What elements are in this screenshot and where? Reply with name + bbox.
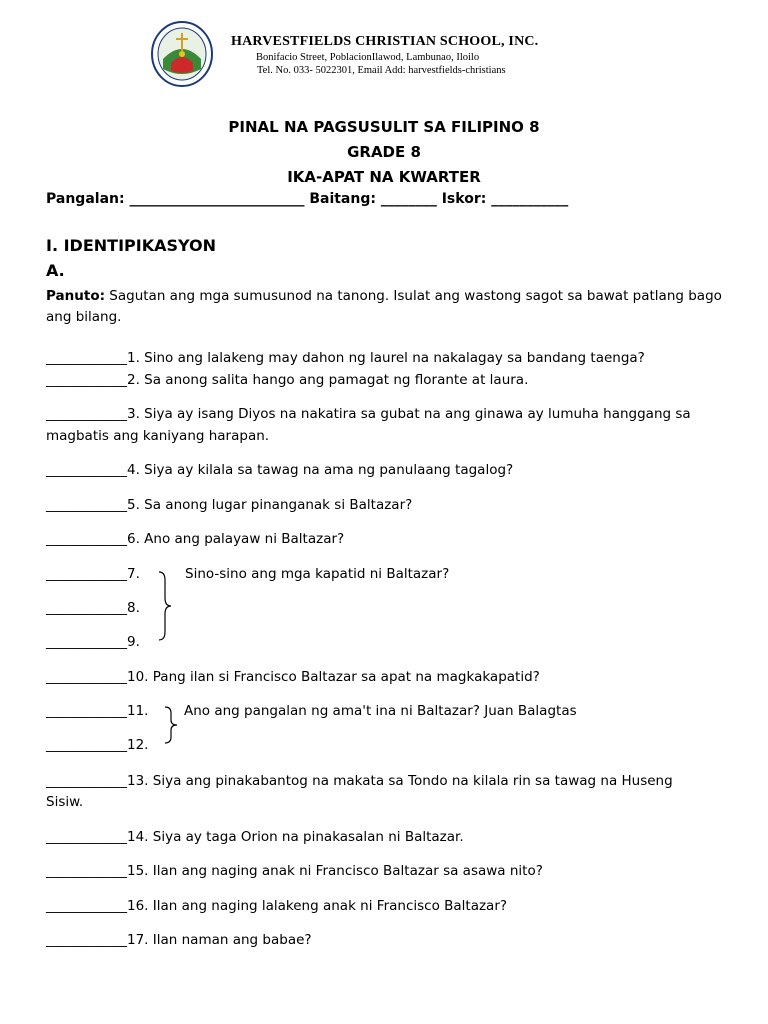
question-11: ____________11. [46, 703, 149, 719]
question-8: ____________8. [46, 600, 140, 616]
subsection-label: A. [46, 261, 65, 280]
instruction-label: Panuto: [46, 288, 105, 304]
school-name: HARVESTFIELDS CHRISTIAN SCHOOL, INC. [231, 34, 539, 49]
question-12: ____________12. [46, 737, 149, 753]
school-address: Bonifacio Street, PoblacionIlawod, Lambunao, Iloilo [256, 52, 480, 63]
question-3: ____________3. Siya ay isang Diyos na nakatira sa gubat na ang ginawa ay lumuha hanggang sa magbatis ang kaniyang harapan. [46, 406, 691, 444]
quarter-title: IKA-APAT NA KWARTER [287, 168, 481, 186]
group-11-12-question: Ano ang pangalan ng ama't ina ni Baltazar? Juan Balagtas [184, 703, 577, 719]
question-16: ____________16. Ilan ang naging lalakeng anak ni Francisco Baltazar? [46, 898, 508, 914]
group-7-9-question: Sino-sino ang mga kapatid ni Baltazar? [185, 566, 450, 582]
grade-title: GRADE 8 [347, 143, 421, 161]
question-13-continuation: Sisiw. [46, 794, 84, 810]
question-1: ____________1. Sino ang lalakeng may dahon ng laurel na nakalagay sa bandang taenga? [46, 350, 645, 366]
question-2: ____________2. Sa anong salita hango ang pamagat ng florante at laura. [46, 372, 529, 388]
question-4: ____________4. Siya ay kilala sa tawag na ama ng panulaang tagalog? [46, 462, 514, 478]
question-9: ____________9. [46, 634, 140, 650]
question-10: ____________10. Pang ilan si Francisco Baltazar sa apat na magkakapatid? [46, 669, 540, 685]
instructions [46, 286, 736, 328]
brace-7-9 [155, 570, 175, 642]
question-15: ____________15. Ilan ang naging anak ni Francisco Baltazar sa asawa nito? [46, 863, 543, 879]
school-seal-logo [151, 21, 213, 87]
brace-11-12 [163, 704, 183, 746]
school-contact: Tel. No. 033- 5022301, Email Add: harvestfields-christians [257, 65, 506, 76]
question-6: ____________6. Ano ang palayaw ni Baltazar? [46, 531, 345, 547]
question-7: ____________7. [46, 566, 140, 582]
section-title: I. IDENTIPIKASYON [46, 236, 217, 255]
exam-title: PINAL NA PAGSUSULIT SA FILIPINO 8 [228, 118, 540, 136]
question-13: ____________13. Siya ang pinakabantog na makata sa Tondo na kilala rin sa tawag na Huseng [46, 773, 673, 789]
question-5: ____________5. Sa anong lugar pinanganak si Baltazar? [46, 497, 413, 513]
instruction-text: Sagutan ang mga sumusunod na tanong. Isulat ang wastong sagot sa bawat patlang bago ang bilang. [46, 288, 722, 325]
question-17: ____________17. Ilan naman ang babae? [46, 932, 312, 948]
question-14: ____________14. Siya ay taga Orion na pinakasalan ni Baltazar. [46, 829, 464, 845]
student-info-row: Pangalan: _________________________ Baitang: ________ Iskor: ___________ [46, 191, 569, 207]
